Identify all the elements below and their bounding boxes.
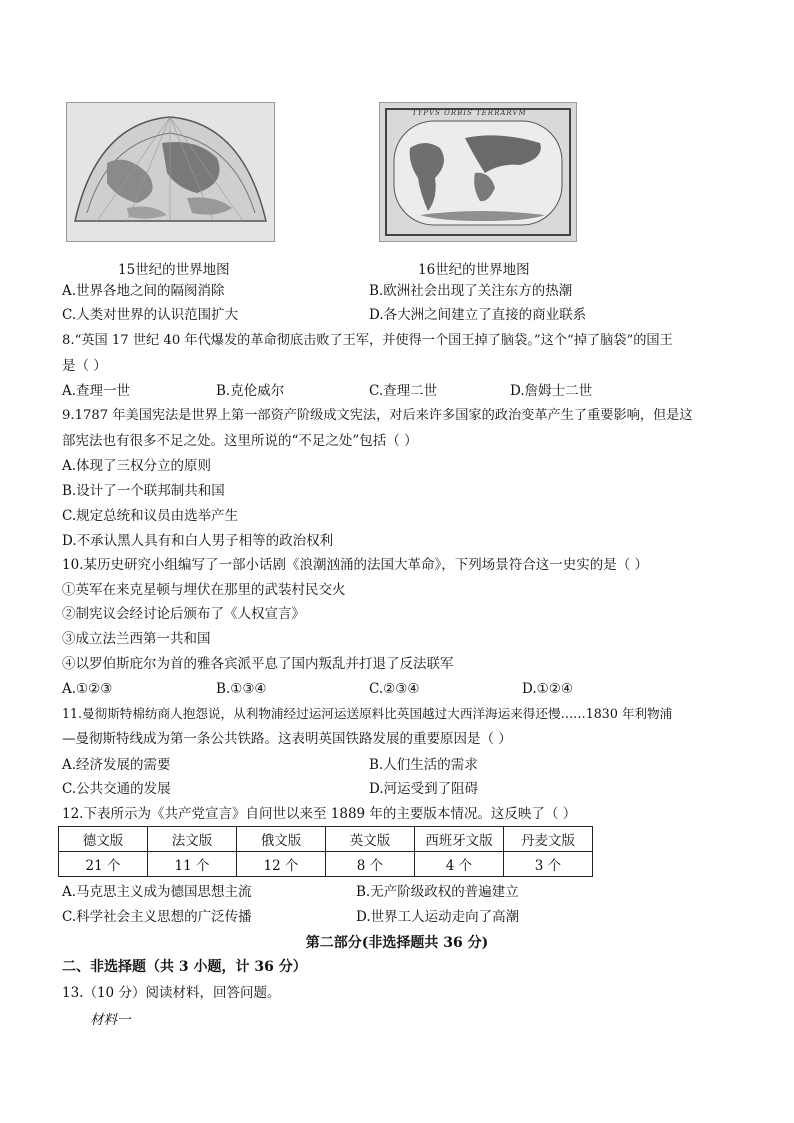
table-header-cell: 俄文版: [237, 827, 326, 852]
q11-stem-line2: —曼彻斯特线成为第一条公共铁路。这表明英国铁路发展的重要原因是（ ）: [62, 731, 512, 747]
q11-option-b: B.人们生活的需求: [369, 757, 478, 773]
map-16th-century-caption: 16世纪的世界地图: [418, 262, 530, 278]
q9-stem-line1: 9.1787 年美国宪法是世界上第一部资产阶级成文宪法，对后来许多国家的政治变革产生了重要影响，但是这: [62, 408, 693, 423]
q12-option-c: C.科学社会主义思想的广泛传播: [62, 909, 252, 925]
map-16th-century-image: [380, 103, 576, 241]
table-header-cell: 丹麦文版: [504, 827, 593, 852]
table-header-cell: 德文版: [59, 827, 148, 852]
q12-stem: 12.下表所示为《共产党宣言》自问世以来至 1889 年的主要版本情况。这反映了（ ）: [62, 806, 577, 822]
q9-option-d: D.不承认黑人具有和白人男子相等的政治权利: [62, 533, 334, 549]
manifesto-versions-table: [58, 826, 593, 877]
map-15th-century-image: [67, 103, 274, 241]
part-two-title: 第二部分(非选择题共 36 分): [305, 935, 489, 951]
q10-scene-1: ①英军在来克星顿与埋伏在那里的武装村民交火: [62, 582, 346, 598]
q7-option-a: A.世界各地之间的隔阂消除: [62, 283, 225, 299]
q10-scene-2: ②制宪议会经讨论后颁布了《人权宣言》: [62, 606, 305, 622]
q9-option-b: B.设计了一个联邦制共和国: [62, 483, 225, 499]
q7-option-c: C.人类对世界的认识范围扩大: [62, 307, 239, 323]
q10-option-a: A.①②③: [62, 681, 113, 697]
q10-option-c: C.②③④: [369, 681, 420, 697]
table-header-cell: 法文版: [148, 827, 237, 852]
q10-option-b: B.①③④: [216, 681, 267, 697]
q11-option-d: D.河运受到了阻碍: [369, 781, 479, 797]
q9-option-c: C.规定总统和议员由选举产生: [62, 508, 239, 524]
q10-scene-3: ③成立法兰西第一共和国: [62, 631, 211, 647]
table-cell: 4 个: [415, 852, 504, 877]
q7-option-d: D.各大洲之间建立了直接的商业联系: [369, 307, 587, 323]
table-header-cell: 西班牙文版: [415, 827, 504, 852]
q7-option-b: B.欧洲社会出现了关注东方的热潮: [369, 283, 573, 299]
q10-option-d: D.①②④: [522, 681, 573, 697]
table-header-row: [59, 827, 593, 852]
q12-option-d: D.世界工人运动走向了高潮: [356, 909, 520, 925]
q13-stem: 13.（10 分）阅读材料，回答问题。: [62, 985, 281, 1001]
q10-stem: 10.某历史研究小组编写了一部小话剧《浪潮汹涌的法国大革命》，下列场景符合这一史实的是（ ）: [62, 557, 649, 573]
q11-stem-line1: 11.曼彻斯特棉纺商人抱怨说，从利物浦经过运河运送原料比英国越过大西洋海运来得还慢……1830 年利物浦: [62, 706, 673, 721]
q8-option-a: A.查理一世: [62, 383, 131, 399]
table-header-cell: 英文版: [326, 827, 415, 852]
q11-option-a: A.经济发展的需要: [62, 757, 171, 773]
table-cell: 12 个: [237, 852, 326, 877]
table-cell: 21 个: [59, 852, 148, 877]
q8-stem-line2: 是（ ）: [62, 358, 107, 374]
map-15th-century-caption: 15世纪的世界地图: [118, 262, 230, 278]
table-cell: 3 个: [504, 852, 593, 877]
map-15th-century: [66, 102, 275, 242]
q10-scene-4: ④以罗伯斯庇尔为首的雅各宾派平息了国内叛乱并打退了反法联军: [62, 656, 454, 672]
non-choice-section-heading: 二、非选择题（共 3 小题，计 36 分）: [62, 959, 307, 975]
q8-option-d: D.詹姆士二世: [510, 383, 593, 399]
q8-option-b: B.克伦威尔: [216, 383, 285, 399]
q8-stem-line1: 8.“英国 17 世纪 40 年代爆发的革命彻底击败了王军，并使得一个国王掉了脑袋。”这个“掉了脑袋”的国王: [62, 333, 673, 348]
table-row: [59, 852, 593, 877]
q12-option-a: A.马克思主义成为德国思想主流: [62, 884, 252, 900]
q9-stem-line2: 部宪法也有很多不足之处。这里所说的“不足之处”包括（ ）: [62, 433, 418, 449]
table-cell: 8 个: [326, 852, 415, 877]
table-cell: 11 个: [148, 852, 237, 877]
q12-option-b: B.无产阶级政权的普遍建立: [356, 884, 519, 900]
q8-option-c: C.查理二世: [369, 383, 438, 399]
map-16th-century-banner: TYPVS ORBIS TERRARVM: [412, 109, 527, 117]
material-one-label: 材料一: [90, 1012, 131, 1028]
q11-option-c: C.公共交通的发展: [62, 781, 171, 797]
map-16th-century: [379, 102, 577, 242]
q9-option-a: A.体现了三权分立的原则: [62, 458, 212, 474]
